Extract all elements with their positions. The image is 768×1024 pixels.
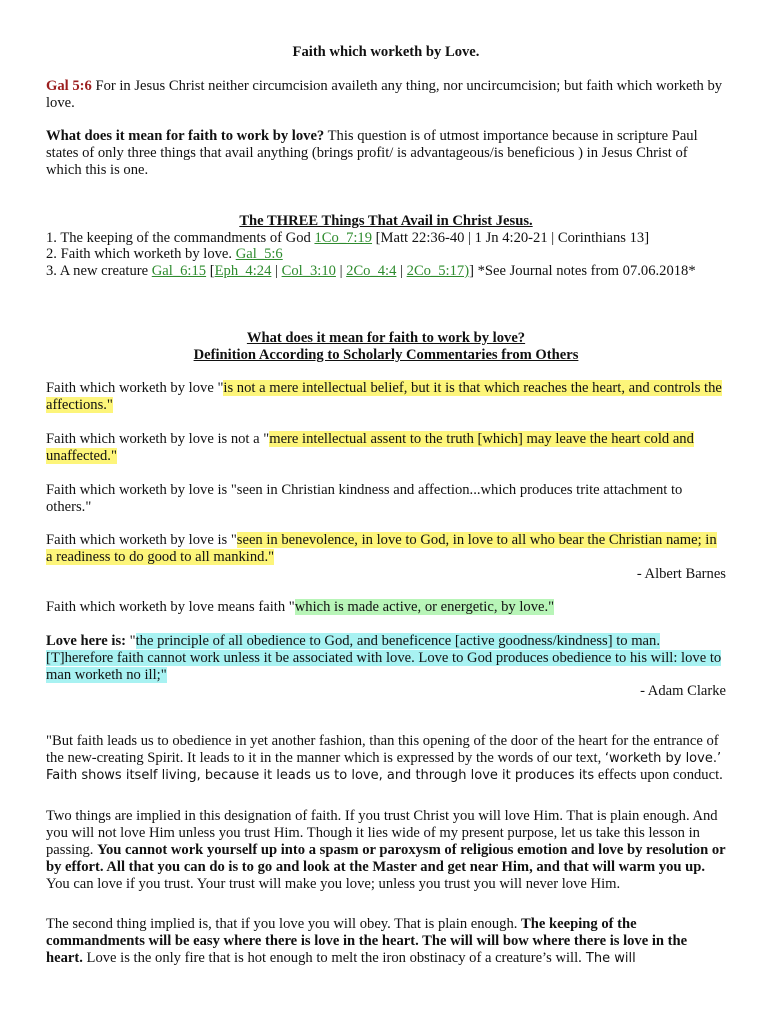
essay-2-end: You can love if you trust. Your trust will make you love; unless you trust you will never love Him. <box>46 876 621 892</box>
essay-1-text: "But faith leads us to obedience in yet another fashion, than this opening of the door of the heart for the entrance of the new-creating Spirit. It leads to it in the manner which is expressed by the words of our text, <box>46 733 719 766</box>
quote-1-intro: Faith which worketh by love " <box>46 380 224 396</box>
quote-5-highlight: which is made active, or energetic, by love." <box>294 599 555 615</box>
essay-3-end: Love is the only fire that is hot enough to melt the iron obstinacy of a creature’s will. <box>82 950 582 966</box>
quote-4 <box>46 532 726 566</box>
quote-2-highlight: mere intellectual assent to the truth [which] may leave the heart cold and unaffected." <box>46 431 694 464</box>
essay-3-text: The second thing implied is, that if you love you will obey. That is plain enough. <box>46 916 522 932</box>
verse-paragraph <box>46 78 726 112</box>
quote-6-highlight: the principle of all obedience to God, and beneficence [active goodness/kindness] to man. [T]herefore faith cannot work unless it be associated with love. Love to God produces obedience to his will: love to man worketh no ill;" <box>46 633 722 683</box>
essay-3-sans-tail: The will <box>581 951 636 966</box>
quote-6-open: " <box>125 633 136 649</box>
three-things-item-1 <box>46 230 726 247</box>
separator: | <box>335 263 347 279</box>
question-paragraph <box>46 128 726 179</box>
quote-6 <box>46 633 726 684</box>
question-text: This question is of utmost importance because in scripture Paul states of only three things that avail anything (brings profit/ is advantageous/is beneficious ) in Jesus Christ of which this is one. <box>46 128 698 178</box>
essay-2-text: Two things are implied in this designation of faith. If you trust Christ you will love Him. That is plain enough. And you will not love Him unless you trust Him. Though it lies wide of my present purpose, let us take this lesson in passing. <box>46 808 718 858</box>
quote-1-highlight: is not a mere intellectual belief, but it is that which reaches the heart, and controls the affections." <box>46 380 722 413</box>
essay-2-bold: You cannot work yourself up into a spasm or paroxysm of religious emotion and love by resolution or by effort. All that you can do is to go and look at the Master and get near Him, and that will warm you up. <box>46 842 726 875</box>
essay-paragraph-1 <box>46 733 726 784</box>
page-title: Faith which worketh by Love. <box>292 44 480 60</box>
love-here-label: Love here is: <box>46 633 126 649</box>
attribution-adam-clarke: - Adam Clarke <box>640 683 726 699</box>
essay-1-sans-text: ‘worketh by love.’ Faith shows itself living, because it leads us to love, and through love it produces its <box>46 751 722 783</box>
quote-4-highlight: seen in benevolence, in love to God, in love to all who bear the Christian name; in a readiness to do good to all mankind." <box>46 532 717 565</box>
quote-2 <box>46 431 726 465</box>
attribution-albert-barnes: - Albert Barnes <box>636 566 726 582</box>
item-2-text: 2. Faith which worketh by love. <box>46 246 236 262</box>
link-1co-7-19[interactable]: 1Co_7:19 <box>314 230 373 246</box>
link-gal-5-6[interactable]: Gal_5:6 <box>235 246 283 262</box>
verse-reference: Gal 5:6 <box>46 78 92 94</box>
verse-text: For in Jesus Christ neither circumcision availeth any thing, nor uncircumcision; but faith which worketh by love. <box>46 78 723 111</box>
quote-5 <box>46 599 726 616</box>
essay-paragraph-3 <box>46 916 726 967</box>
item-1-text: 1. The keeping of the commandments of God <box>46 230 315 246</box>
item-1-refs: [Matt 22:36-40 | 1 Jn 4:20-21 | Corinthians 13] <box>372 230 650 246</box>
definition-heading-1: What does it mean for faith to work by love? <box>246 330 526 346</box>
link-eph-4-24[interactable]: Eph_4:24 <box>214 263 272 279</box>
quote-1 <box>46 380 726 414</box>
separator: | <box>271 263 282 279</box>
essay-3-bold: The keeping of the commandments will be easy where there is love in the heart. The will will bow where there is love in the heart. <box>46 916 688 966</box>
separator: | <box>396 263 407 279</box>
quote-3: Faith which worketh by love is "seen in Christian kindness and affection...which produces trite attachment to others." <box>46 482 683 515</box>
essay-paragraph-2 <box>46 808 726 893</box>
link-2co-5-17[interactable]: 2Co_5:17) <box>406 263 470 279</box>
definition-heading-2: Definition According to Scholarly Commentaries from Others <box>193 347 579 363</box>
essay-1-end: effects upon conduct. <box>594 767 723 783</box>
three-things-item-3 <box>46 263 726 280</box>
quote-5-intro: Faith which worketh by love means faith " <box>46 599 295 615</box>
quote-2-intro: Faith which worketh by love is not a " <box>46 431 270 447</box>
separator: [ <box>206 263 215 279</box>
three-things-heading: The THREE Things That Avail in Christ Jesus. <box>239 213 533 229</box>
item-3-text: 3. A new creature <box>46 263 152 279</box>
link-col-3-10[interactable]: Col_3:10 <box>281 263 336 279</box>
item-3-note: ] *See Journal notes from 07.06.2018* <box>469 263 696 279</box>
link-gal-6-15[interactable]: Gal_6:15 <box>151 263 207 279</box>
quote-4-intro: Faith which worketh by love is " <box>46 532 237 548</box>
link-2co-4-4[interactable]: 2Co_4:4 <box>346 263 397 279</box>
question-heading: What does it mean for faith to work by love? <box>46 128 325 144</box>
three-things-item-2 <box>46 246 726 263</box>
